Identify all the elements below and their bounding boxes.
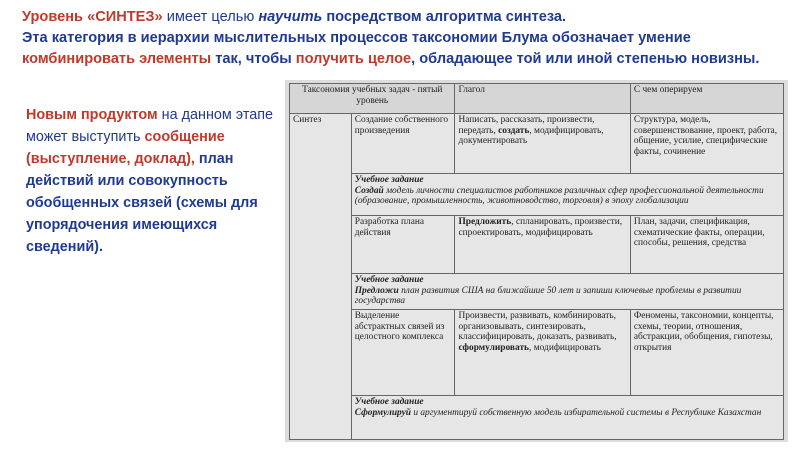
row3-activity: Выделение абстрактных связей из целостного комплекса <box>351 310 455 396</box>
level-cell: Синтез <box>290 114 352 440</box>
row3-verbs-key: сформулировать <box>458 342 530 353</box>
side-note-message: сообщение (выступление, доклад), <box>26 129 225 167</box>
task1-title: Учебное задание <box>354 175 424 185</box>
side-note-text-b: план действий или совокупность обобщенных связей (схемы для упорядочения имеющихся сведений). <box>26 151 258 255</box>
table-row <box>290 216 784 274</box>
slide-heading <box>22 7 792 70</box>
task1-verb: Создай <box>354 185 384 196</box>
task-row <box>290 396 784 440</box>
header-taxonomy: Таксономия учебных задач - пятый уровень <box>290 84 455 114</box>
table-row <box>290 310 784 396</box>
taxonomy-table-image <box>285 80 788 442</box>
task2-verb: Предложи <box>354 285 399 296</box>
heading-emphasis-whole: получить целое <box>295 51 412 67</box>
header-operate: С чем оперируем <box>630 84 783 114</box>
row1-verbs-c: , модифицировать, документировать <box>458 125 604 147</box>
side-note-text-a: на данном этапе может выступить <box>26 107 274 145</box>
task2-title: Учебное задание <box>354 275 424 285</box>
task3-cell <box>351 396 783 440</box>
taxonomy-table <box>289 83 784 440</box>
task3-verb: Сформулируй <box>354 407 411 418</box>
heading-text-b: посредством алгоритма синтеза. <box>322 9 567 25</box>
task1-cell <box>351 174 783 216</box>
row3-objects: Феномены, таксономии, концепты, схемы, теории, отношения, абстракции, обобщения, гипотезы, открытия <box>630 310 783 396</box>
row1-activity: Создание собственного произведения <box>351 114 455 174</box>
heading-text-c: Эта категория в иерархии мыслительных процессов таксономии Блума обозначает умение <box>22 30 691 46</box>
table-header-row <box>290 84 784 114</box>
heading-text-d: так, чтобы <box>211 51 296 67</box>
header-verb: Глагол <box>455 84 630 114</box>
heading-level-name: Уровень «СИНТЕЗ» <box>22 9 163 25</box>
task3-title: Учебное задание <box>354 397 424 407</box>
heading-emphasis-teach: научить <box>258 9 323 25</box>
task-row <box>290 274 784 310</box>
heading-text-e: , обладающее той или иной степенью новизны. <box>411 51 760 67</box>
task1-text: модель личности специалистов работников различных сфер профессиональной деятельности (образование, промышленность, животноводство, торговля) в эпоху глобализации <box>354 185 764 207</box>
row2-verbs <box>455 216 630 274</box>
task-row <box>290 174 784 216</box>
row1-verbs-a: Написать, рассказать, произвести, передать, <box>458 115 595 136</box>
row2-activity: Разработка плана действия <box>351 216 455 274</box>
task3-text: и аргументируй собственную модель избирательной системы в Республике Казахстан <box>410 407 762 418</box>
row1-objects: Структура, модель, совершенствование, проект, работа, общение, усилие, специфические факты, сочинение <box>630 114 783 174</box>
row2-objects: План, задачи, спецификация, схематические факты, операции, способы, решения, средства <box>630 216 783 274</box>
heading-text-a: имеет целью <box>162 9 259 25</box>
row1-verbs-key: создать <box>498 125 530 136</box>
row3-verbs-a: Произвести, развивать, комбинировать, организовывать, синтезировать, классифицировать, доказать, развивать, <box>458 311 617 343</box>
row2-verbs-key: Предложить <box>458 217 512 227</box>
task2-cell <box>351 274 783 310</box>
side-note-product: Новым продуктом <box>26 107 158 123</box>
row3-verbs <box>455 310 630 396</box>
heading-emphasis-combine: комбинировать элементы <box>22 51 212 67</box>
side-note <box>26 104 276 258</box>
row1-verbs <box>455 114 630 174</box>
row2-verbs-b: , спланировать, произвести, спроектировать, модифицировать <box>458 217 623 238</box>
table-row <box>290 114 784 174</box>
row3-verbs-c: , модифицировать <box>529 342 601 353</box>
task2-text: план развития США на ближайшие 50 лет и запиши ключевые проблемы в развитии государства <box>354 285 742 307</box>
